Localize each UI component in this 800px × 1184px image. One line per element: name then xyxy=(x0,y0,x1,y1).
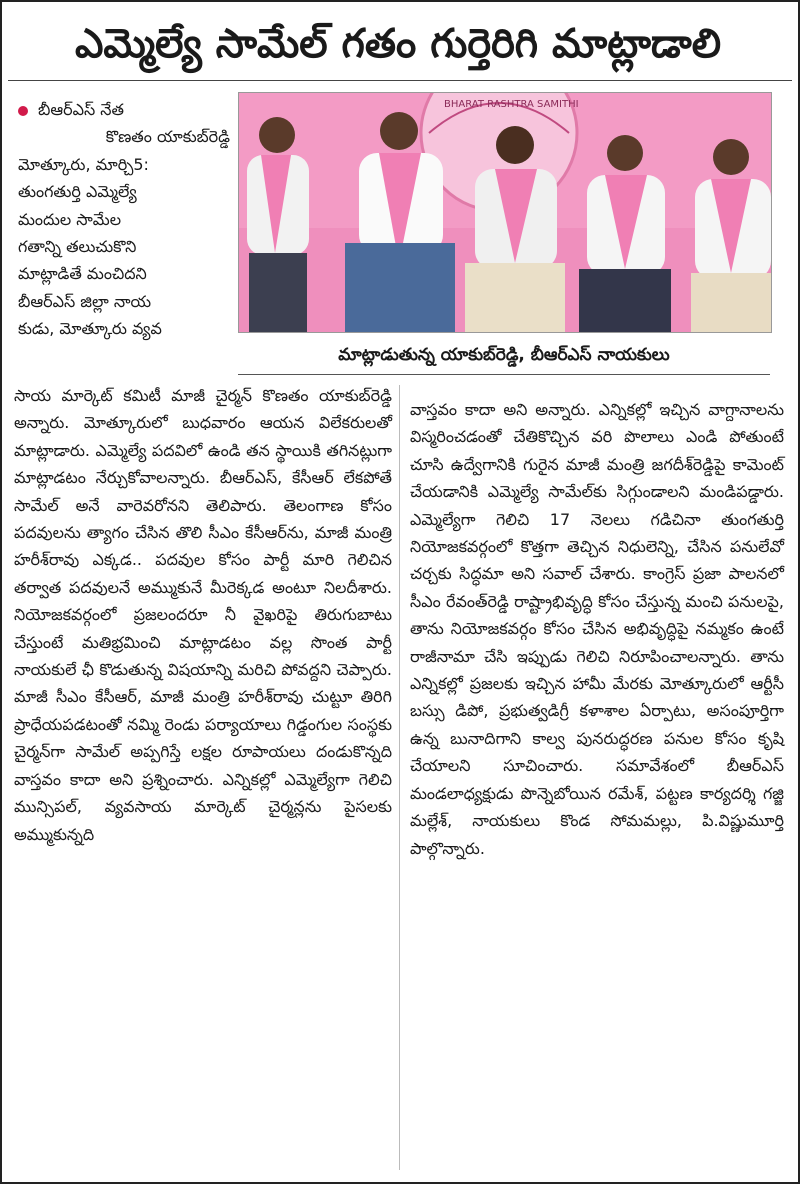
intro-line: తుంగతుర్తి ఎమ్మెల్యే xyxy=(18,182,137,202)
left-body-text: సాయ మార్కెట్ కమిటీ మాజీ చైర్మన్ కొణతం యాకుబ్‌రెడ్డి అన్నారు. మోత్కూరులో బుధవారం ఆయన విలేకరులతో మాట్లాడారు. ఎమ్మెల్యే పదవిలో ఉండి తన స్థాయికి తగినట్లుగా మాట్లాడటం నేర్చుకోవాలన్నారు. బీఆర్ఎస్, కేసీఆర్ లేకపోతే సామేల్ అనే వారెవరోనని తెలిపారు. తెలంగాణ కోసం పదవులను త్యాగం చేసిన తొలి సీఎం కేసీఆర్‌ను, మాజీ మంత్రి హరీశ్‌రావు ఎక్కడ.. పదవుల కోసం పార్టీ మారి గెలిచిన తర్వాత పదవులనే అమ్ముకునే మీరెక్కడ అంటూ నిలదీశారు. నియోజకవర్గంలో ప్రజలందరూ నీ వైఖరిపై తిరుగుబాటు చేస్తుంటే మతిభ్రమించి మాట్లాడటం వల్ల సొంత పార్టీ నాయకులే ఛీ కొడుతున్న విషయాన్ని మరిచి పోవద్దని చెప్పారు. మాజీ సీఎం కేసీఆర్, మాజీ మంత్రి హరీశ్‌రావు చుట్టూ తిరిగి ప్రాధేయపడటంతో నమ్మి రెండు పర్యాయాలు గిడ్డంగుల సంస్థకు చైర్మన్‌గా సామేల్ అప్పగిస్తే లక్షల రూపాయలు దండుకొన్నది వాస్తవం కాదా అని ప్రశ్నించారు. ఎన్నికల్లో ఎమ్మెల్యేగా గెలిచి మున్సిపల్, వ్యవసాయ మార్కెట్ చైర్మన్లను పైసలకు అమ్ముకున్నది xyxy=(14,386,392,844)
intro-column xyxy=(18,96,230,343)
column-divider xyxy=(399,385,400,1170)
intro-line: కొణతం యాకుబ్‌రెడ్డి xyxy=(105,127,230,147)
intro-line: మాట్లాడితే మంచిదని xyxy=(18,264,147,284)
intro-line: మోత్కూరు, మార్చి5: xyxy=(18,154,149,174)
caption-rule xyxy=(238,374,770,375)
headline: ఎమ్మెల్యే సామేల్ గతం గుర్తెరిగి మాట్లాడాలి xyxy=(74,21,722,67)
news-photo xyxy=(238,92,772,333)
intro-bullet-text: బీఆర్ఎస్ నేత xyxy=(38,100,124,119)
headline-rule xyxy=(8,80,792,81)
intro-line: గతాన్ని తలుచుకొని xyxy=(18,237,137,257)
intro-bullet-line xyxy=(18,96,230,123)
photo-caption: మాట్లాడుతున్న యాకుబ్‌రెడ్డి, బీఆర్ఎస్ నాయకులు xyxy=(338,345,670,365)
left-body-column xyxy=(14,382,392,848)
intro-line: మందుల సామేల xyxy=(18,209,122,229)
photo-illustration xyxy=(239,93,771,332)
intro-line: బీఆర్ఎస్ జిల్లా నాయ xyxy=(18,291,152,311)
intro-line: కుడు, మోత్కూరు వ్యవ xyxy=(18,319,162,339)
banner-text: BHARAT RASHTRA SAMITHI xyxy=(444,99,579,110)
bullet-dot-icon xyxy=(18,106,28,116)
right-body-column xyxy=(410,396,784,862)
right-body-text: వాస్తవం కాదా అని అన్నారు. ఎన్నికల్లో ఇచ్చిన వాగ్దానాలను విస్మరించడంతో చేతికొచ్చిన వరి పొలాలు ఎండి పోతుంటే చూసి ఉద్వేగానికి గురైన మాజీ మంత్రి జగదీశ్‌రెడ్డిపై కామెంట్ చేయడానికి ఎమ్మెల్యే సామేల్‌కు సిగ్గుండాలని మండిపడ్డారు. ఎమ్మెల్యేగా గెలిచి 17 నెలలు గడిచినా తుంగతుర్తి నియోజకవర్గంలో కొత్తగా తెచ్చిన నిధులెన్ని, చేసిన పనులేవో చర్చకు సిద్ధమా అని సవాల్ చేశారు. కాంగ్రెస్ ప్రజా పాలనలో సీఎం రేవంత్‌రెడ్డి రాష్ట్రాభివృద్ధి కోసం చేస్తున్న మంచి పనులపై, తాను నియోజకవర్గం కోసం చేసిన అభివృద్ధిపై నమ్మకం ఉంటే రాజీనామా చేసి ఇప్పుడు గెలిచి నిరూపించాలన్నారు. తాను ఎన్నికల్లో ప్రజలకు ఇచ్చిన హామీ మేరకు మోత్కూరులో ఆర్టీసీ బస్సు డిపో, ప్రభుత్వడిగ్రీ కళాశాల ఏర్పాటు, అసంపూర్తిగా ఉన్న బునాదిగాని కాల్వ పునరుద్ధరణ పనుల కోసం కృషి చేయాలని సూచించారు. సమావేశంలో బీఆర్ఎస్ మండలాధ్యక్షుడు పొన్నెబోయిన రమేశ్, పట్టణ కార్యదర్శి గజ్జి మల్లేశ్, నాయకులు కొండ సోమమల్లు, పి.విష్ణుమూర్తి పాల్గొన్నారు. xyxy=(410,400,784,858)
